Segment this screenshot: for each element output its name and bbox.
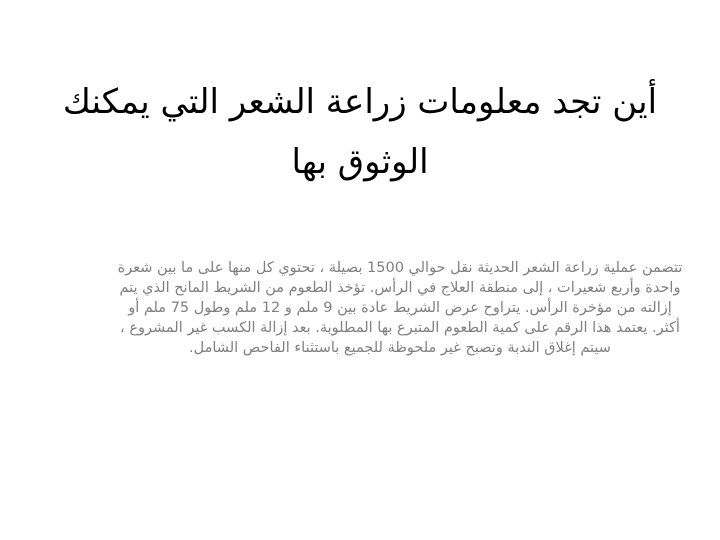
slide-title: أين تجد معلومات زراعة الشعر التي يمكنك الوثوق بها: [62, 82, 658, 182]
slide-body-text: تتضمن عملية زراعة الشعر الحديثة نقل حوالي 1500 بصيلة ، تحتوي كل منها على ما بين شعرة واحدة وأربع شعيرات ، إلى منطقة العلاج في الرأس. تؤخذ الطعوم من الشريط المانح الذي يتم إزالته من مؤخرة الرأس. يتراوح عرض الشريط عادة بين 9 ملم و 12 ملم وطول 75 ملم أو أكثر. يعتمد هذا الرقم على كمية الطعوم المتبرع بها المطلوبة. بعد إزالة الكسب غير المشروع ، سيتم إغلاق الندبة وتصبح غير ملحوظة للجميع باستثناء الفاحص الشامل.: [117, 260, 683, 356]
